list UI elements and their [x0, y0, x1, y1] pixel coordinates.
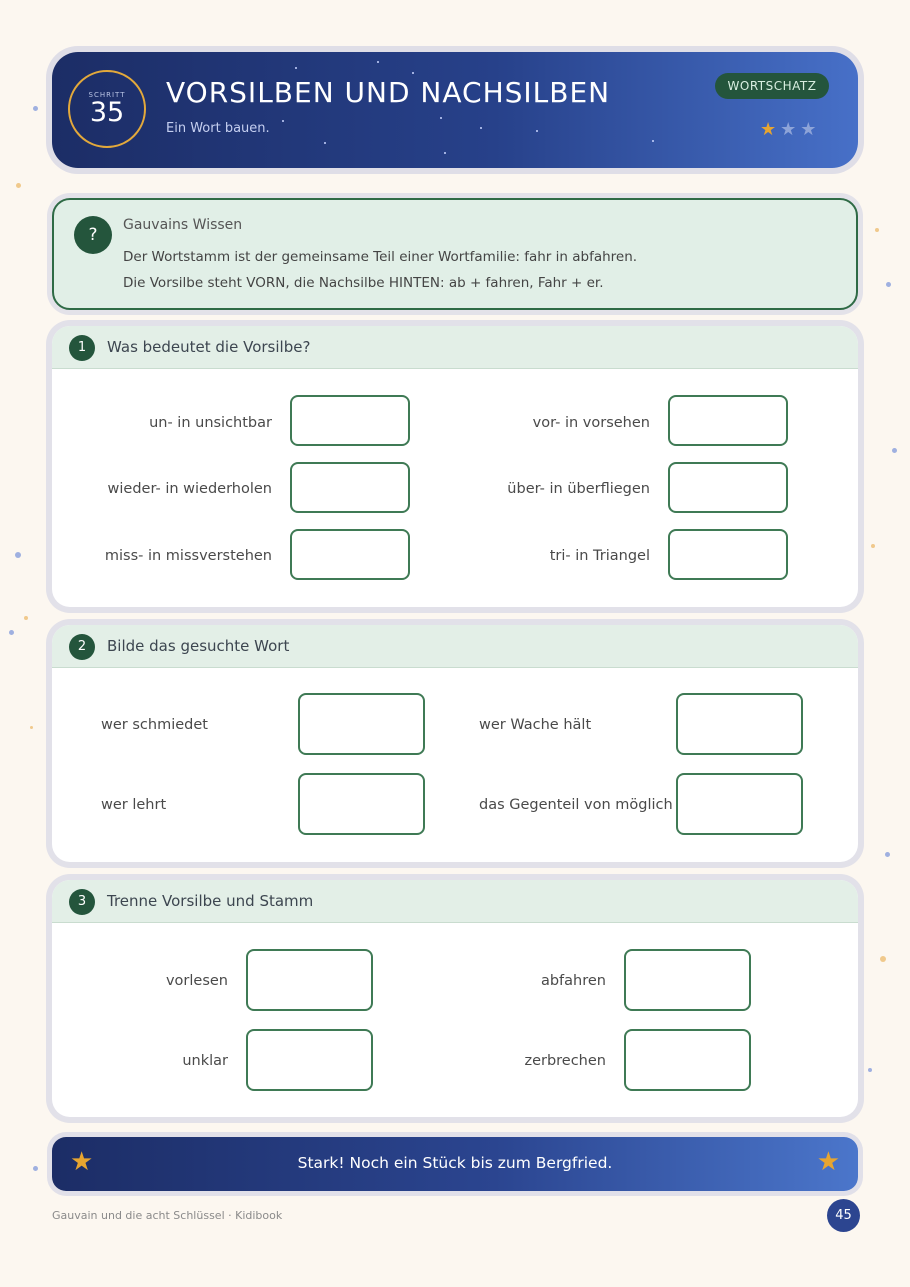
- answer-box[interactable]: [676, 773, 803, 835]
- answer-box[interactable]: [624, 1029, 751, 1091]
- decor-star: [480, 127, 482, 129]
- decor-dot: [871, 544, 875, 548]
- answer-box[interactable]: [246, 1029, 373, 1091]
- exercise-card-2: [52, 625, 858, 862]
- lesson-header: [52, 52, 858, 168]
- step-number: 35: [89, 97, 125, 128]
- star-icon: ★: [816, 1147, 840, 1177]
- decor-dot: [16, 183, 21, 188]
- decor-dot: [33, 1166, 38, 1171]
- exercise-header: [52, 625, 858, 668]
- page-title: VORSILBEN UND NACHSILBEN: [166, 76, 611, 109]
- prompt-label: unklar: [182, 1053, 228, 1069]
- decor-dot: [885, 852, 890, 857]
- decor-dot: [33, 106, 38, 111]
- decor-star: [324, 142, 326, 144]
- prompt-label: miss- in missverstehen: [104, 548, 272, 564]
- decor-star: [282, 120, 284, 122]
- knowledge-line: Die Vorsilbe steht VORN, die Nachsilbe HINTEN: ab + fahren, Fahr + er.: [123, 275, 604, 291]
- decor-star: [295, 67, 297, 69]
- exercise-title: Bilde das gesuchte Wort: [107, 637, 290, 655]
- page-subtitle: Ein Wort bauen.: [166, 121, 270, 136]
- answer-box[interactable]: [290, 395, 410, 446]
- star-icon: ★: [800, 119, 817, 140]
- prompt-label: abfahren: [540, 973, 606, 989]
- answer-box[interactable]: [624, 949, 751, 1011]
- decor-star: [440, 117, 442, 119]
- prompt-label: vorlesen: [165, 973, 228, 989]
- decor-dot: [30, 726, 33, 729]
- answer-box[interactable]: [246, 949, 373, 1011]
- answer-box[interactable]: [290, 529, 410, 580]
- answer-box[interactable]: [290, 462, 410, 513]
- decor-dot: [24, 616, 28, 620]
- decor-dot: [875, 228, 879, 232]
- motivation-banner: [52, 1137, 858, 1191]
- prompt-label: wieder- in wiederholen: [107, 481, 272, 497]
- answer-box[interactable]: [668, 395, 788, 446]
- prompt-label: das Gegenteil von möglich: [479, 797, 673, 813]
- decor-star: [377, 61, 379, 63]
- prompt-label: wer lehrt: [101, 797, 167, 813]
- footer-credit: Gauvain und die acht Schlüssel · Kidibook: [52, 1209, 283, 1222]
- page-number: 45: [827, 1199, 860, 1232]
- exercise-header: [52, 880, 858, 923]
- star-icon: ★: [760, 119, 777, 140]
- prompt-label: vor- in vorsehen: [532, 415, 650, 431]
- answer-box[interactable]: [298, 693, 425, 755]
- exercise-number: 3: [69, 889, 95, 915]
- exercise-header: [52, 326, 858, 369]
- decor-star: [412, 72, 414, 74]
- exercise-number: 1: [69, 335, 95, 361]
- answer-box[interactable]: [668, 529, 788, 580]
- question-icon: ?: [74, 216, 112, 254]
- knowledge-box: [52, 198, 858, 310]
- star-icon: ★: [780, 119, 797, 140]
- prompt-label: wer Wache hält: [479, 717, 592, 733]
- step-label: SCHRITT: [88, 91, 126, 99]
- decor-dot: [892, 448, 897, 453]
- category-badge: WORTSCHATZ: [715, 73, 829, 99]
- answer-box[interactable]: [676, 693, 803, 755]
- prompt-label: tri- in Triangel: [549, 548, 650, 564]
- exercise-card-3: [52, 880, 858, 1117]
- banner-text: Stark! Noch ein Stück bis zum Bergfried.: [297, 1154, 613, 1172]
- exercise-title: Trenne Vorsilbe und Stamm: [107, 892, 314, 910]
- answer-box[interactable]: [668, 462, 788, 513]
- answer-box[interactable]: [298, 773, 425, 835]
- star-icon: ★: [70, 1147, 94, 1177]
- prompt-label: über- in überfliegen: [507, 481, 650, 497]
- exercise-card-1: [52, 326, 858, 607]
- decor-dot: [868, 1068, 872, 1072]
- exercise-title: Was bedeutet die Vorsilbe?: [107, 338, 311, 356]
- decor-dot: [9, 630, 14, 635]
- prompt-label: wer schmiedet: [101, 717, 208, 733]
- decor-star: [652, 140, 654, 142]
- decor-dot: [15, 552, 21, 558]
- prompt-label: un- in unsichtbar: [149, 415, 272, 431]
- decor-star: [536, 130, 538, 132]
- exercise-number: 2: [69, 634, 95, 660]
- step-badge: [68, 70, 146, 148]
- decor-star: [444, 152, 446, 154]
- difficulty-rating: [760, 119, 816, 140]
- decor-dot: [880, 956, 886, 962]
- prompt-label: zerbrechen: [524, 1053, 606, 1069]
- decor-dot: [886, 282, 891, 287]
- knowledge-line: Der Wortstamm ist der gemeinsame Teil einer Wortfamilie: fahr in abfahren.: [123, 249, 638, 265]
- knowledge-title: Gauvains Wissen: [123, 217, 243, 233]
